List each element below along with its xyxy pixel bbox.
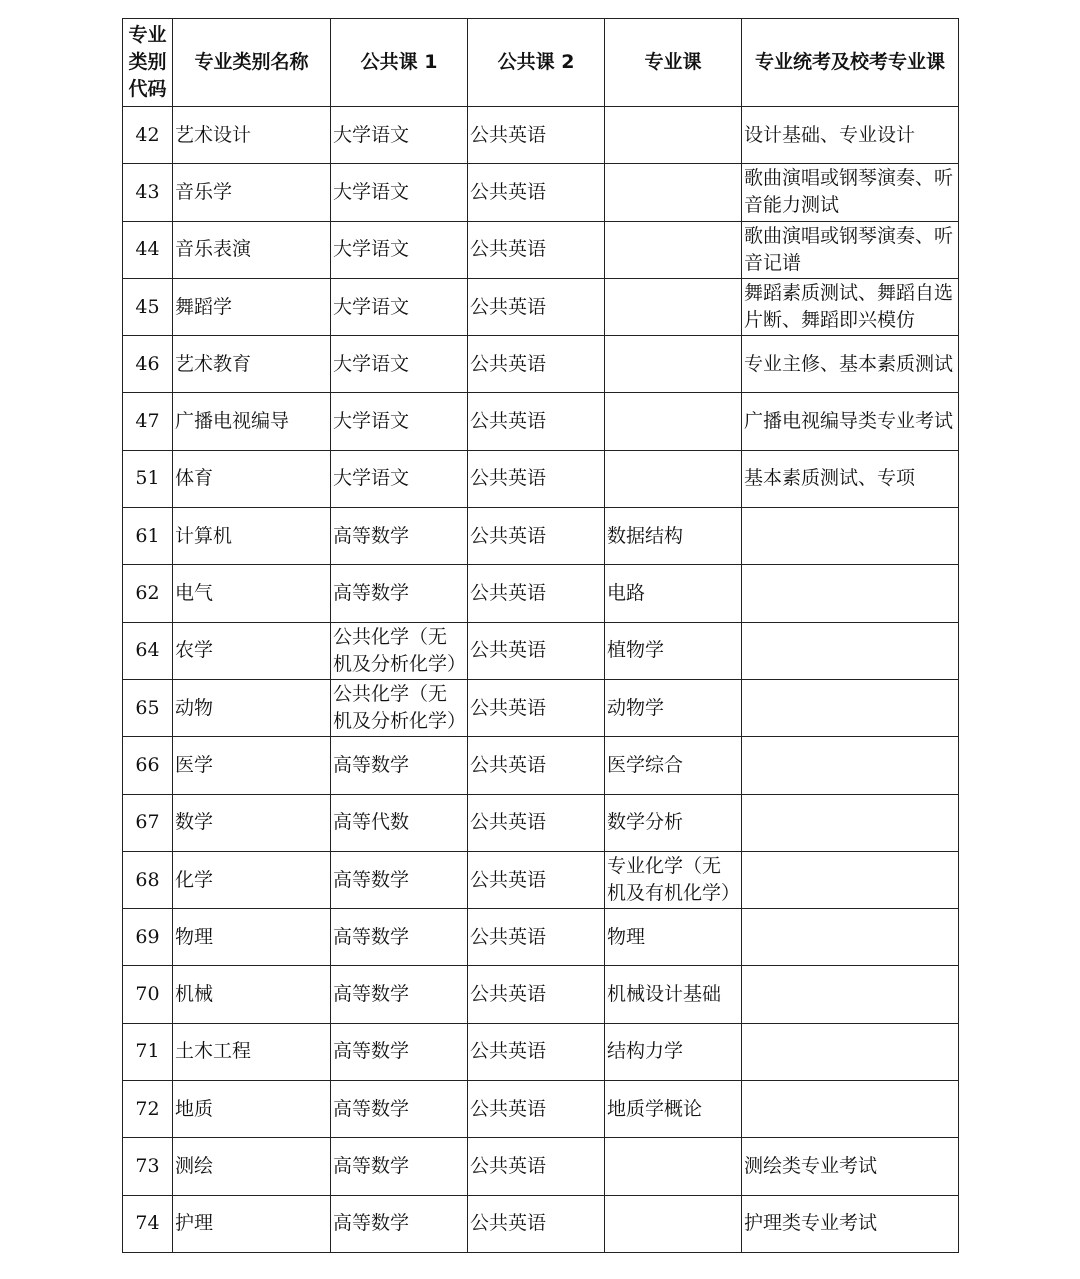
cell-major-exam-course bbox=[742, 508, 959, 565]
cell-category-code: 43 bbox=[123, 164, 173, 221]
cell-major-exam-course: 广播电视编导类专业考试 bbox=[742, 393, 959, 450]
cell-major-exam-course: 基本素质测试、专项 bbox=[742, 450, 959, 507]
exam-subjects-table bbox=[122, 18, 959, 1253]
cell-public-course-2: 公共英语 bbox=[468, 851, 605, 908]
cell-public-course-2: 公共英语 bbox=[468, 107, 605, 164]
header-public-course-1: 公共课 1 bbox=[331, 19, 468, 107]
table-row bbox=[123, 450, 959, 507]
cell-major-exam-course bbox=[742, 851, 959, 908]
cell-major-exam-course bbox=[742, 622, 959, 679]
table-row bbox=[123, 622, 959, 679]
cell-major-exam-course bbox=[742, 966, 959, 1023]
cell-major-course bbox=[605, 336, 742, 393]
header-category-name: 专业类别名称 bbox=[173, 19, 331, 107]
cell-public-course-2: 公共英语 bbox=[468, 909, 605, 966]
table-row bbox=[123, 1138, 959, 1195]
cell-category-code: 62 bbox=[123, 565, 173, 622]
cell-public-course-1: 大学语文 bbox=[331, 336, 468, 393]
cell-public-course-1: 高等数学 bbox=[331, 565, 468, 622]
cell-public-course-2: 公共英语 bbox=[468, 336, 605, 393]
cell-category-name: 测绘 bbox=[173, 1138, 331, 1195]
cell-major-exam-course: 专业主修、基本素质测试 bbox=[742, 336, 959, 393]
cell-category-name: 护理 bbox=[173, 1195, 331, 1252]
cell-public-course-2: 公共英语 bbox=[468, 221, 605, 278]
cell-public-course-1: 大学语文 bbox=[331, 450, 468, 507]
cell-category-name: 地质 bbox=[173, 1081, 331, 1138]
cell-category-name: 电气 bbox=[173, 565, 331, 622]
table-header-row bbox=[123, 19, 959, 107]
table-row bbox=[123, 107, 959, 164]
cell-public-course-2: 公共英语 bbox=[468, 164, 605, 221]
cell-public-course-1: 高等数学 bbox=[331, 1195, 468, 1252]
cell-category-name: 艺术教育 bbox=[173, 336, 331, 393]
table-row bbox=[123, 393, 959, 450]
cell-category-name: 艺术设计 bbox=[173, 107, 331, 164]
cell-public-course-2: 公共英语 bbox=[468, 508, 605, 565]
cell-category-code: 66 bbox=[123, 737, 173, 794]
cell-public-course-2: 公共英语 bbox=[468, 450, 605, 507]
cell-category-name: 计算机 bbox=[173, 508, 331, 565]
cell-public-course-2: 公共英语 bbox=[468, 622, 605, 679]
cell-public-course-1: 大学语文 bbox=[331, 278, 468, 335]
cell-major-exam-course bbox=[742, 565, 959, 622]
cell-major-course bbox=[605, 450, 742, 507]
table-row bbox=[123, 278, 959, 335]
cell-category-code: 69 bbox=[123, 909, 173, 966]
cell-public-course-2: 公共英语 bbox=[468, 1195, 605, 1252]
cell-category-name: 数学 bbox=[173, 794, 331, 851]
cell-public-course-2: 公共英语 bbox=[468, 1081, 605, 1138]
cell-major-course: 植物学 bbox=[605, 622, 742, 679]
cell-major-exam-course bbox=[742, 909, 959, 966]
cell-category-name: 舞蹈学 bbox=[173, 278, 331, 335]
cell-major-course: 专业化学（无机及有机化学） bbox=[605, 851, 742, 908]
cell-major-course: 电路 bbox=[605, 565, 742, 622]
cell-major-course: 医学综合 bbox=[605, 737, 742, 794]
cell-public-course-1: 高等数学 bbox=[331, 1138, 468, 1195]
cell-major-course bbox=[605, 164, 742, 221]
cell-category-name: 体育 bbox=[173, 450, 331, 507]
table-row bbox=[123, 737, 959, 794]
cell-public-course-1: 大学语文 bbox=[331, 221, 468, 278]
cell-public-course-2: 公共英语 bbox=[468, 737, 605, 794]
cell-public-course-2: 公共英语 bbox=[468, 393, 605, 450]
cell-category-code: 51 bbox=[123, 450, 173, 507]
cell-major-course bbox=[605, 393, 742, 450]
cell-public-course-2: 公共英语 bbox=[468, 794, 605, 851]
cell-public-course-2: 公共英语 bbox=[468, 278, 605, 335]
cell-category-code: 71 bbox=[123, 1023, 173, 1080]
cell-major-exam-course: 歌曲演唱或钢琴演奏、听音能力测试 bbox=[742, 164, 959, 221]
table-row bbox=[123, 966, 959, 1023]
cell-public-course-2: 公共英语 bbox=[468, 1023, 605, 1080]
cell-category-name: 动物 bbox=[173, 679, 331, 736]
cell-category-name: 农学 bbox=[173, 622, 331, 679]
cell-category-code: 44 bbox=[123, 221, 173, 278]
cell-public-course-1: 公共化学（无机及分析化学） bbox=[331, 679, 468, 736]
cell-major-course: 物理 bbox=[605, 909, 742, 966]
cell-category-name: 物理 bbox=[173, 909, 331, 966]
cell-public-course-1: 高等数学 bbox=[331, 737, 468, 794]
header-major-course: 专业课 bbox=[605, 19, 742, 107]
cell-public-course-1: 高等数学 bbox=[331, 851, 468, 908]
cell-public-course-2: 公共英语 bbox=[468, 1138, 605, 1195]
cell-major-course: 地质学概论 bbox=[605, 1081, 742, 1138]
cell-major-exam-course bbox=[742, 679, 959, 736]
cell-public-course-1: 高等数学 bbox=[331, 508, 468, 565]
cell-major-exam-course: 设计基础、专业设计 bbox=[742, 107, 959, 164]
table-row bbox=[123, 679, 959, 736]
cell-public-course-1: 高等数学 bbox=[331, 966, 468, 1023]
cell-category-code: 64 bbox=[123, 622, 173, 679]
cell-major-course bbox=[605, 107, 742, 164]
cell-major-course bbox=[605, 221, 742, 278]
cell-public-course-1: 大学语文 bbox=[331, 164, 468, 221]
cell-category-name: 土木工程 bbox=[173, 1023, 331, 1080]
table-row bbox=[123, 1081, 959, 1138]
table-row bbox=[123, 1195, 959, 1252]
cell-major-exam-course: 测绘类专业考试 bbox=[742, 1138, 959, 1195]
cell-major-exam-course bbox=[742, 1081, 959, 1138]
cell-major-course bbox=[605, 1195, 742, 1252]
cell-major-course: 结构力学 bbox=[605, 1023, 742, 1080]
cell-major-course: 机械设计基础 bbox=[605, 966, 742, 1023]
cell-category-code: 74 bbox=[123, 1195, 173, 1252]
cell-major-exam-course: 护理类专业考试 bbox=[742, 1195, 959, 1252]
cell-category-code: 67 bbox=[123, 794, 173, 851]
table-row bbox=[123, 909, 959, 966]
cell-public-course-2: 公共英语 bbox=[468, 966, 605, 1023]
table-row bbox=[123, 1023, 959, 1080]
cell-public-course-1: 大学语文 bbox=[331, 393, 468, 450]
cell-major-course: 数据结构 bbox=[605, 508, 742, 565]
cell-major-exam-course: 舞蹈素质测试、舞蹈自选片断、舞蹈即兴模仿 bbox=[742, 278, 959, 335]
cell-major-exam-course bbox=[742, 737, 959, 794]
cell-category-code: 70 bbox=[123, 966, 173, 1023]
cell-category-name: 机械 bbox=[173, 966, 331, 1023]
cell-public-course-1: 公共化学（无机及分析化学） bbox=[331, 622, 468, 679]
cell-major-course bbox=[605, 1138, 742, 1195]
table-row bbox=[123, 851, 959, 908]
cell-major-exam-course bbox=[742, 1023, 959, 1080]
cell-category-code: 47 bbox=[123, 393, 173, 450]
cell-public-course-1: 高等代数 bbox=[331, 794, 468, 851]
table-row bbox=[123, 508, 959, 565]
cell-major-course: 动物学 bbox=[605, 679, 742, 736]
cell-category-code: 73 bbox=[123, 1138, 173, 1195]
cell-major-exam-course bbox=[742, 794, 959, 851]
header-category-code: 专业类别代码 bbox=[123, 19, 173, 107]
table-row bbox=[123, 794, 959, 851]
cell-public-course-2: 公共英语 bbox=[468, 679, 605, 736]
cell-major-course bbox=[605, 278, 742, 335]
cell-major-exam-course: 歌曲演唱或钢琴演奏、听音记谱 bbox=[742, 221, 959, 278]
table-row bbox=[123, 164, 959, 221]
header-public-course-2: 公共课 2 bbox=[468, 19, 605, 107]
cell-category-name: 音乐学 bbox=[173, 164, 331, 221]
cell-category-code: 45 bbox=[123, 278, 173, 335]
cell-category-code: 46 bbox=[123, 336, 173, 393]
cell-public-course-1: 高等数学 bbox=[331, 909, 468, 966]
cell-category-code: 72 bbox=[123, 1081, 173, 1138]
table-row bbox=[123, 565, 959, 622]
cell-category-code: 68 bbox=[123, 851, 173, 908]
table-body bbox=[123, 107, 959, 1253]
cell-category-name: 医学 bbox=[173, 737, 331, 794]
table-row bbox=[123, 221, 959, 278]
cell-category-name: 化学 bbox=[173, 851, 331, 908]
cell-public-course-2: 公共英语 bbox=[468, 565, 605, 622]
cell-category-name: 音乐表演 bbox=[173, 221, 331, 278]
cell-category-name: 广播电视编导 bbox=[173, 393, 331, 450]
cell-category-code: 61 bbox=[123, 508, 173, 565]
cell-category-code: 65 bbox=[123, 679, 173, 736]
table-row bbox=[123, 336, 959, 393]
cell-category-code: 42 bbox=[123, 107, 173, 164]
cell-public-course-1: 高等数学 bbox=[331, 1023, 468, 1080]
cell-public-course-1: 大学语文 bbox=[331, 107, 468, 164]
cell-major-course: 数学分析 bbox=[605, 794, 742, 851]
cell-public-course-1: 高等数学 bbox=[331, 1081, 468, 1138]
header-major-exam-course: 专业统考及校考专业课 bbox=[742, 19, 959, 107]
